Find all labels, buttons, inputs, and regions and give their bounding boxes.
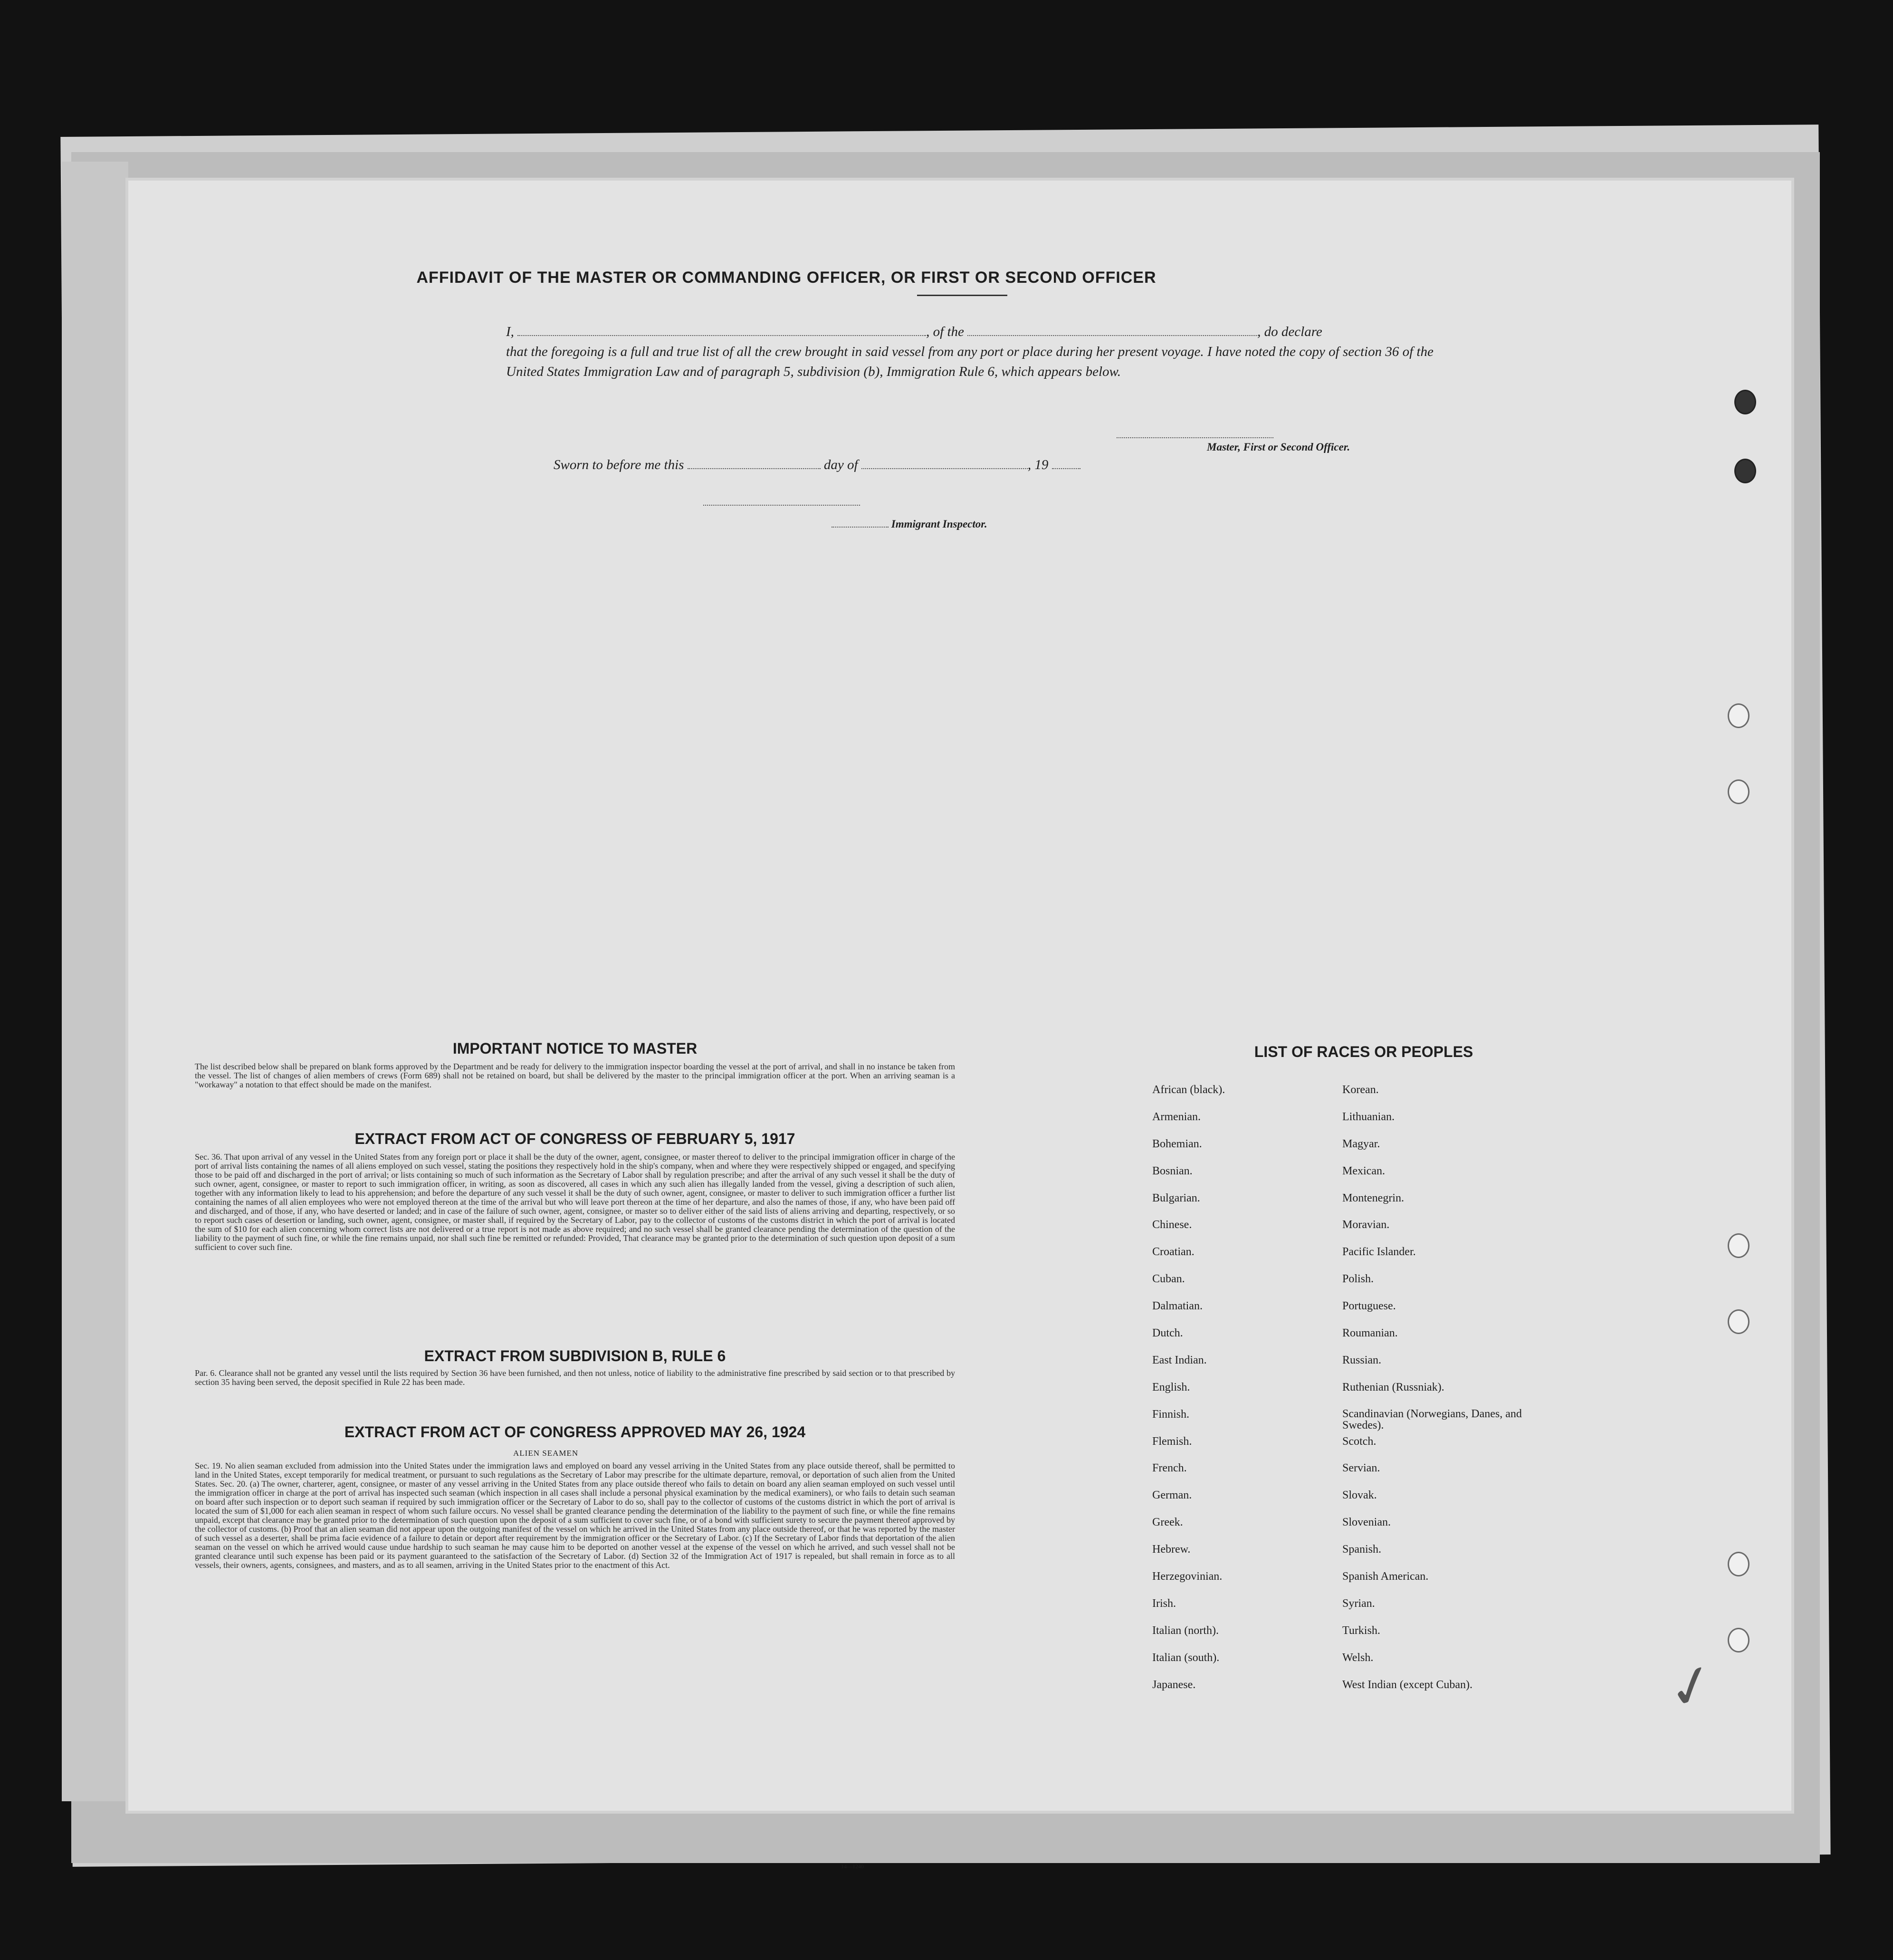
race-item: Bohemian. xyxy=(1152,1137,1202,1150)
race-item: Finnish. xyxy=(1152,1408,1190,1421)
signature-line xyxy=(1117,437,1273,438)
race-item: Dalmatian. xyxy=(1152,1300,1203,1313)
punch-hole xyxy=(1728,1628,1750,1653)
sworn-day-blank xyxy=(688,459,821,469)
extract-1924-body: Sec. 19. No alien seaman excluded from admission into the United States under the immigration laws and employed on board any vessel arriving in the United States from any place outside thereof, shall be permitted to land in the United States, except temporarily for medical treatment, or pursuant to such regulations as the Secretary of Labor may prescribe for the ultimate departure, removal, or deportation of such alien from the United States. Sec. 20. (a) The owner, charterer, agent, consignee, or master of any vessel arriving in the United States from any place outside thereof who fails to detain on board any alien seaman employed on such vessel until the immigration officer in charge at the port of arrival has inspected such seaman (which inspection in all cases shall include a personal physical examination by the medical examiners), or who fails to detain such seaman on board after such inspection or to deport such seaman if required by such immigration officer or the Secretary of Labor to do so, shall pay to the collector of customs of the customs district in which the port of arrival is located the sum of $1,000 for each alien seaman in respect of whom such failure occurs. No vessel shall be granted clearance pending the determination of the liability to the payment of such fine, or while the fine remains unpaid, except that clearance may be granted prior to the determination of such question upon the deposit of a sum sufficient to cover such fine, or of a bond with sufficient surety to secure the payment thereof approved by the collector of customs. (b) Proof that an alien seaman did not appear upon the outgoing manifest of the vessel on which he arrived in the United States from any place outside thereof, or that he was reported by the master of such vessel as a deserter, shall be prima facie evidence of a failure to detain or deport after requirement by the immigration officer or the Secretary of Labor. (c) If the Secretary of Labor finds that deportation of the alien seaman on the vessel on which he arrived would cause undue hardship to such seaman he may cause him to be deported on another vessel at the expense of the vessel on which he arrived, and such vessel shall not be granted clearance until such expense has been paid or its payment guaranteed to the satisfaction of the Secretary of Labor. (d) Section 32 of the Immigration Act of 1917 is repealed, but shall remain in force as to all vessels, their owners, agents, consignees, and masters, and as to all seamen, arriving in the United States prior to the enactment of this Act. xyxy=(195,1461,955,1570)
affidavit-body: that the foregoing is a full and true list of all the crew brought in said vessel from any port or place during her present voyage. I have noted the copy of section 36 of the United States Immigration Law and of paragraph 5, subdivision (b), Immigration Rule 6, which appears below. xyxy=(506,344,1434,379)
race-item: Italian (south). xyxy=(1152,1651,1220,1664)
race-item: Moravian. xyxy=(1342,1219,1390,1231)
race-item: Herzegovinian. xyxy=(1152,1570,1223,1583)
race-item: West Indian (except Cuban). xyxy=(1342,1678,1472,1691)
race-item: Flemish. xyxy=(1152,1435,1192,1448)
race-item: Japanese. xyxy=(1152,1678,1196,1691)
title-underline xyxy=(917,295,1007,296)
extract-1917-heading: EXTRACT FROM ACT OF CONGRESS OF FEBRUARY 5, 1917 xyxy=(354,1130,795,1147)
sworn-year: , 19 xyxy=(1027,457,1049,472)
race-item: Slovak. xyxy=(1342,1489,1377,1502)
inspector-label-text: Immigrant Inspector. xyxy=(891,518,987,530)
sworn-month-blank xyxy=(861,459,1028,469)
race-item: Hebrew. xyxy=(1152,1543,1191,1556)
of-the-label: , of the xyxy=(926,324,964,339)
races-left-column xyxy=(1152,1084,1225,1705)
race-item: Syrian. xyxy=(1342,1597,1375,1610)
race-item: Irish. xyxy=(1152,1597,1176,1610)
race-item: Scotch. xyxy=(1342,1435,1377,1448)
sworn-line xyxy=(554,457,1080,473)
inspector-blank xyxy=(832,517,889,528)
sworn-day-of: day of xyxy=(823,457,858,472)
affidavit-statement xyxy=(506,322,1437,382)
inspector-line xyxy=(703,505,860,506)
punch-hole xyxy=(1734,390,1756,414)
race-item: Montenegrin. xyxy=(1342,1191,1404,1204)
race-item: Mexican. xyxy=(1342,1164,1385,1177)
race-item: Polish. xyxy=(1342,1273,1374,1286)
race-item: Spanish American. xyxy=(1342,1570,1429,1583)
affidavit-page xyxy=(128,181,1791,1870)
race-item: Greek. xyxy=(1152,1516,1183,1529)
race-item: African (black). xyxy=(1152,1084,1225,1096)
race-item: Dutch. xyxy=(1152,1327,1183,1340)
race-item: Portuguese. xyxy=(1342,1300,1396,1313)
punch-hole xyxy=(1728,1552,1750,1576)
race-item: Scandinavian (Norwegians, Danes, and Swedes). xyxy=(1342,1407,1522,1432)
race-item: Bulgarian. xyxy=(1152,1191,1200,1204)
form-number: 14—1240 xyxy=(841,1863,864,1870)
notice-body: The list described below shall be prepared on blank forms approved by the Department and be ready for delivery to the immigration inspector boarding the vessel at the port of arrival, and shall in no instance be taken from the vessel. The list of changes of alien members of crews (Form 689) shall not be retained on board, but shall be delivered by the master to the principal immigration officer at the port. When an arriving seaman is a "workaway" a notation to that effect should be made on the manifest. xyxy=(195,1062,955,1089)
vessel-blank xyxy=(967,326,1257,336)
inspector-label xyxy=(832,517,987,530)
race-item: Cuban. xyxy=(1152,1273,1185,1286)
race-item: Roumanian. xyxy=(1342,1327,1398,1340)
race-item: Bosnian. xyxy=(1152,1164,1193,1177)
extract-1924-heading: EXTRACT FROM ACT OF CONGRESS APPROVED MAY 26, 1924 xyxy=(344,1423,806,1441)
sworn-prefix: Sworn to before me this xyxy=(554,457,684,472)
race-item: Spanish. xyxy=(1342,1543,1382,1556)
race-item: Croatian. xyxy=(1152,1246,1195,1259)
race-item: Russian. xyxy=(1342,1354,1382,1366)
handwritten-check-mark: ✓ xyxy=(1660,1649,1723,1725)
race-item: Italian (north). xyxy=(1152,1624,1219,1637)
alien-seamen-subheading: ALIEN SEAMEN xyxy=(513,1449,579,1458)
punch-hole xyxy=(1728,1233,1750,1258)
punch-hole xyxy=(1728,779,1750,804)
race-item: Chinese. xyxy=(1152,1219,1192,1231)
affidavit-i-label: I, xyxy=(506,324,514,339)
affidavit-first-line xyxy=(506,322,1437,342)
name-blank xyxy=(517,326,926,336)
race-item: Magyar. xyxy=(1342,1137,1380,1150)
punch-hole xyxy=(1734,459,1756,483)
rule6-body: Par. 6. Clearance shall not be granted any vessel until the lists required by Section 36 have been furnished, and then not unless, notice of liability to the administrative fine prescribed by said section or to that prescribed by section 35 having been served, the deposit specified in Rule 22 has been made. xyxy=(195,1368,955,1387)
punch-hole xyxy=(1728,1309,1750,1334)
race-item: Pacific Islander. xyxy=(1342,1246,1416,1259)
races-right-column xyxy=(1342,1084,1523,1705)
race-item: Turkish. xyxy=(1342,1624,1380,1637)
race-item: Welsh. xyxy=(1342,1651,1374,1664)
race-item: Ruthenian (Russniak). xyxy=(1342,1381,1444,1393)
race-item: Lithuanian. xyxy=(1342,1110,1395,1123)
race-item: English. xyxy=(1152,1381,1190,1393)
punch-hole xyxy=(1728,703,1750,728)
races-heading: LIST OF RACES OR PEOPLES xyxy=(1254,1043,1473,1060)
race-item: German. xyxy=(1152,1489,1192,1502)
notice-heading: IMPORTANT NOTICE TO MASTER xyxy=(452,1040,698,1057)
race-item: East Indian. xyxy=(1152,1354,1207,1366)
race-item: Servian. xyxy=(1342,1462,1380,1475)
rule6-heading: EXTRACT FROM SUBDIVISION B, RULE 6 xyxy=(424,1347,726,1364)
sworn-year-blank xyxy=(1052,459,1080,469)
signature-label: Master, First or Second Officer. xyxy=(1207,441,1350,453)
binding-edge xyxy=(62,162,128,1801)
race-item: French. xyxy=(1152,1462,1187,1475)
extract-1917-body: Sec. 36. That upon arrival of any vessel in the United States from any foreign port or place it shall be the duty of the owner, agent, consignee, or master thereof to deliver to the principal immigration officer in charge of the port of arrival lists containing the names of all aliens employed on such vessel, stating the positions they respectively hold in the ship's company, when and where they were respectively shipped or engaged, and specifying those to be paid off and discharged in the port of arrival; or lists containing so much of such information as the Secretary of Labor shall by regulation prescribe; and after the arrival of any such vessel it shall be the duty of such owner, agent, consignee, or master to report to such immigration officer, in writing, as soon as discovered, all cases in which any such alien has illegally landed from the vessel, giving a description of such alien, together with any information likely to lead to his apprehension; and before the departure of any such vessel it shall be the duty of such owner, agent, consignee, or master to deliver to such immigration officer a further list containing the names of all alien employees who were not employed thereon at the time of the arrival but who will leave port thereon at the time of her departure, and also the names of those, if any, who have been paid off and discharged, and of those, if any, who have deserted or landed; and in case of the failure of such owner, agent, consignee, or master so to deliver either of the said lists of aliens arriving and departing, respectively, or so to report such cases of desertion or landing, such owner, agent, consignee, or master shall, if required by the Secretary of Labor, pay to the collector of customs of the customs district in which the port of arrival is located the sum of $10 for each alien concerning whom correct lists are not delivered or a true report is not made as above required; and no such vessel shall be granted clearance pending the determination of the question of the liability to the payment of such fine, or while the fine remains unpaid, nor shall such fine be remitted or refunded: Provided, That clearance may be granted prior to the determination of such question upon deposit of a sum sufficient to cover such fine. xyxy=(195,1152,955,1252)
affidavit-title: AFFIDAVIT OF THE MASTER OR COMMANDING OFFICER, OR FIRST OR SECOND OFFICER xyxy=(416,269,1157,287)
race-item: Armenian. xyxy=(1152,1110,1201,1123)
declare-label: , do declare xyxy=(1257,324,1322,339)
race-item: Slovenian. xyxy=(1342,1516,1391,1529)
race-item: Korean. xyxy=(1342,1084,1379,1096)
